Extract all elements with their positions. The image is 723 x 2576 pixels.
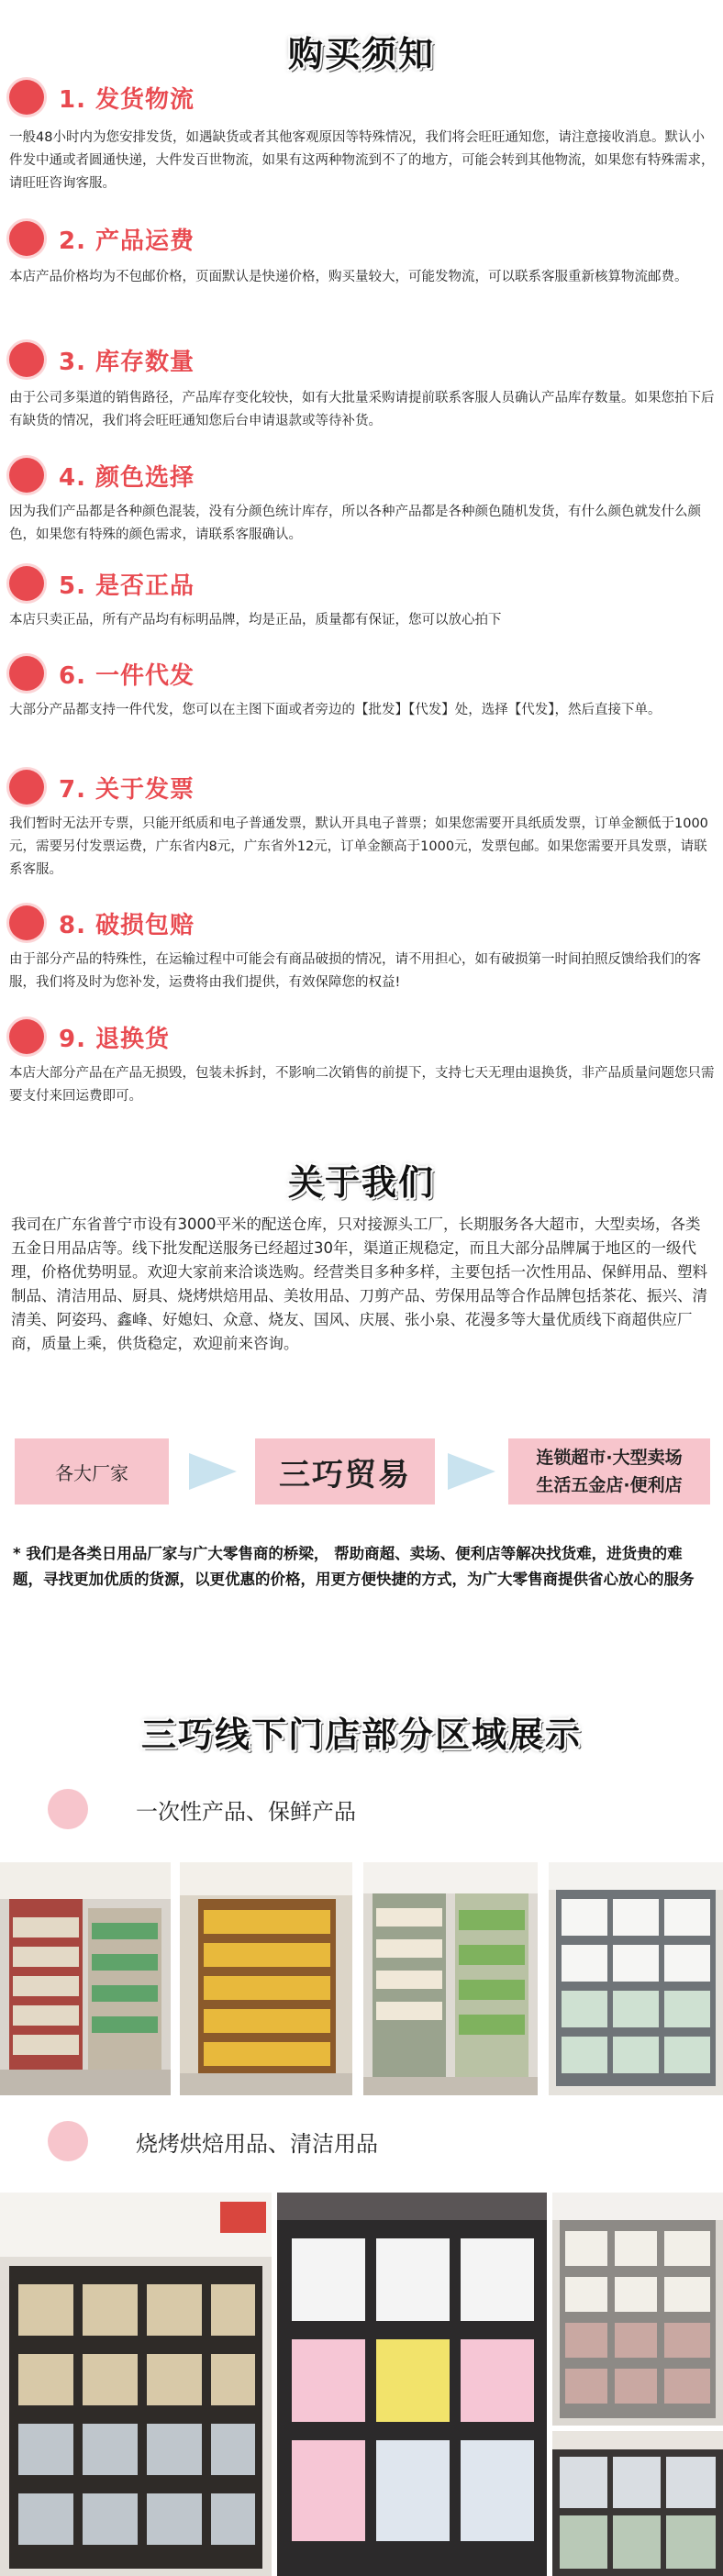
notice-item-title: 3. 库存数量 — [59, 348, 195, 376]
store-photo — [363, 1862, 538, 2095]
category-heading-bbq-cleaning — [48, 2121, 378, 2161]
store-photo — [552, 2431, 723, 2576]
bullet-dot-icon — [9, 342, 44, 377]
notice-item-text: 因为我们产品都是各种颜色混装，没有分颜色统计库存，所以各种产品都是各种颜色随机发货，有什么颜色就发什么颜色，如果您有特殊的颜色需求，请联系客服确认。 — [9, 505, 701, 542]
arrow-right-icon — [189, 1453, 237, 1490]
notice-item-heading-shipping — [9, 77, 195, 117]
category-heading-disposable — [48, 1789, 356, 1829]
bullet-dot-icon — [48, 1789, 88, 1829]
notice-item-heading-damage — [9, 903, 195, 943]
notice-item-heading-authentic — [9, 563, 195, 604]
notice-item-title: 8. 破损包赔 — [59, 911, 195, 939]
notice-item-heading-dropship — [9, 653, 195, 694]
bridge-note: * 我们是各类日用品厂家与广大零售商的桥梁， 帮助商超、卖场、便利店等解决找货难，进货贵的难题，寻找更加优质的货源，以更优惠的价格，用更方便快捷的方式，为广大零售商提供省心放心的服务 — [13, 1545, 695, 1588]
bullet-dot-icon — [9, 1019, 44, 1054]
category-label: 烧烤烘焙用品、清洁用品 — [136, 2130, 378, 2157]
notice-item-title: 2. 产品运费 — [59, 227, 195, 255]
bullet-dot-icon — [9, 656, 44, 691]
notice-item-title: 4. 颜色选择 — [59, 463, 195, 492]
notice-item-heading-freight — [9, 218, 195, 259]
notice-item-text: 一般48小时内为您安排发货，如遇缺货或者其他客观原因等特殊情况，我们将会旺旺通知您，请注意接收消息。默认小件发中通或者圆通快递，大件发百世物流，如果有这两种物流到不了的地方，可能会转到其他物流，如果您有特殊需求，请旺旺咨询客服。 — [9, 130, 715, 191]
notice-item-text: 由于部分产品的特殊性，在运输过程中可能会有商品破损的情况，请不用担心，如有破损第一时间拍照反馈给我们的客服，我们将及时为您补发，运费将由我们提供，有效保障您的权益! — [9, 952, 701, 990]
notice-item-heading-stock — [9, 339, 195, 380]
bullet-dot-icon — [9, 566, 44, 601]
flow-retailers-line1: 连锁超市·大型卖场 — [536, 1448, 683, 1468]
notice-item-text: 本店只卖正品，所有产品均有标明品牌，均是正品，质量都有保证，您可以放心拍下 — [9, 613, 502, 627]
store-photo — [552, 2193, 723, 2426]
bullet-dot-icon — [9, 221, 44, 256]
store-photo — [549, 1862, 723, 2095]
notice-item-text: 由于公司多渠道的销售路径，产品库存变化较快，如有大批量采购请提前联系客服人员确认产品库存数量。如果您拍下后有缺货的情况，我们将会旺旺通知您后台申请退款或等待补货。 — [9, 391, 715, 428]
about-text: 我司在广东省普宁市设有3000平米的配送仓库，只对接源头工厂，长期服务各大超市，大型卖场，各类五金日用品店等。线下批发配送服务已经超过30年，渠道正规稳定，而且大部分品牌属于地区的一级代理，价格优势明显。欢迎大家前来洽谈选购。经营类目多种多样，主要包括一次性用品、保鲜用品、塑料制品、清洁用品、厨具、烧烤烘焙用品、美妆用品、刀剪产品、劳保用品等合作品牌包括茶花、振兴、清清美、阿姿玛、鑫峰、好媳妇、众意、烧友、国风、庆展、张小泉、花漫多等大量优质线下商超供应厂商，质量上乘，供货稳定，欢迎前来咨询。 — [11, 1216, 707, 1352]
notice-item-title: 6. 一件代发 — [59, 661, 195, 690]
stores-title: 三巧线下门店部分区域展示 — [140, 1715, 582, 1755]
supply-chain-flow — [15, 1438, 710, 1505]
about-title: 关于我们 — [287, 1162, 435, 1203]
store-photo — [180, 1862, 352, 2095]
store-photo — [0, 2193, 272, 2576]
notice-item-title: 7. 关于发票 — [59, 775, 195, 804]
notice-item-heading-color — [9, 455, 195, 495]
arrow-right-icon — [448, 1453, 495, 1490]
bullet-dot-icon — [9, 80, 44, 115]
flow-company: 三巧贸易 — [255, 1438, 435, 1505]
notice-item-text: 本店产品价格均为不包邮价格，页面默认是快递价格，购买量较大，可能发物流，可以联系客服重新核算物流邮费。 — [9, 270, 688, 284]
bullet-dot-icon — [9, 458, 44, 493]
notice-item-title: 5. 是否正品 — [59, 572, 195, 600]
bullet-dot-icon — [9, 770, 44, 805]
notice-title: 购买须知 — [287, 34, 435, 74]
notice-item-heading-invoice — [9, 767, 195, 807]
flow-retailers — [508, 1438, 710, 1505]
notice-item-text: 大部分产品都支持一件代发，您可以在主图下面或者旁边的【批发】【代发】处，选择【代发】，然后直接下单。 — [9, 703, 662, 717]
bullet-dot-icon — [48, 2121, 88, 2161]
flow-retailers-line2: 生活五金店·便利店 — [536, 1475, 683, 1495]
category-label: 一次性产品、保鲜产品 — [136, 1798, 356, 1825]
store-photo — [277, 2193, 547, 2576]
notice-item-heading-return — [9, 1016, 170, 1057]
notice-item-text: 我们暂时无法开专票，只能开纸质和电子普通发票，默认开具电子普票；如果您需要开具纸质发票，订单金额低于1000元，需要另付发票运费，广东省内8元，广东省外12元，订单金额高于1000元，发票包邮。如果您需要开具发票，请联系客服。 — [9, 816, 708, 877]
notice-item-title: 9. 退换货 — [59, 1025, 171, 1053]
store-photo — [0, 1862, 171, 2095]
notice-item-text: 本店大部分产品在产品无损毁，包装未拆封，不影响二次销售的前提下，支持七天无理由退换货，非产品质量问题您只需要支付来回运费即可。 — [9, 1066, 715, 1104]
notice-item-title: 1. 发货物流 — [59, 85, 195, 114]
bullet-dot-icon — [9, 905, 44, 940]
flow-manufacturers: 各大厂家 — [15, 1438, 169, 1505]
